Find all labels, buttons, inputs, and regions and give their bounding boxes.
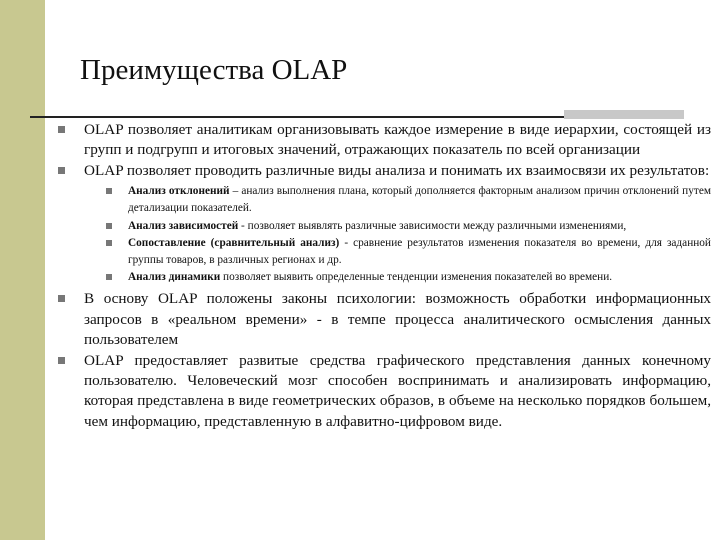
analysis-types-list xyxy=(56,183,711,286)
bullet-analysis-types xyxy=(56,161,711,181)
sub-bullet-deviation-analysis xyxy=(56,183,711,217)
bullet-text: OLAP предоставляет развитые средства графического представления данных конечному пользователю. Человеческий мозг способен воспринимать и анализировать информацию, которая представлена в виде геометрических образов, в объеме на несколько порядков большем, чем информацию, представленную в алфавитно-цифровом виде. xyxy=(84,351,711,430)
sub-bullet-term: Анализ динамики xyxy=(128,271,221,284)
square-bullet-icon xyxy=(106,188,112,194)
bullet-text: OLAP позволяет аналитикам организовывать каждое измерение в виде иерархии, состоящей из групп и подгрупп и итоговых значений, отражающих показатель по всей организации xyxy=(84,121,711,159)
sub-bullet-dependency-analysis xyxy=(56,218,711,235)
left-decorative-band xyxy=(0,0,45,540)
sub-bullet-text: - позволяет выявлять различные зависимости между различными изменениями, xyxy=(238,219,627,232)
sub-bullet-dynamics-analysis xyxy=(56,269,711,286)
slide-title: Преимущества OLAP xyxy=(80,54,348,86)
sub-bullet-term: Анализ отклонений xyxy=(128,185,230,198)
sub-bullet-term: Анализ зависимостей xyxy=(128,219,239,232)
sub-bullet-text: позволяет выявить определенные тенденции изменения показателей во времени. xyxy=(220,271,613,284)
square-bullet-icon xyxy=(58,167,65,174)
sub-bullet-text: - сравнение результатов изменения показателя во времени, для заданной группы товаров, в различных регионах и др. xyxy=(128,236,711,267)
bullet-text: В основу OLAP положены законы психологии: возможность обработки информационных запросов в «реальном времени» - в темпе процесса аналитического осмысления данных пользователем xyxy=(84,290,711,349)
bullet-graphical-representation xyxy=(56,351,711,433)
bullet-psychology-laws xyxy=(56,289,711,350)
square-bullet-icon xyxy=(58,295,65,302)
square-bullet-icon xyxy=(58,126,65,133)
title-underline xyxy=(30,116,640,118)
square-bullet-icon xyxy=(106,223,112,229)
square-bullet-icon xyxy=(106,274,112,280)
sub-bullet-text: – анализ выполнения плана, который дополняется факторным анализом причин отклонений путем детализации показателей. xyxy=(128,185,711,215)
square-bullet-icon xyxy=(58,357,65,364)
square-bullet-icon xyxy=(106,240,112,246)
title-underline-accent xyxy=(564,110,684,119)
sub-bullet-comparison xyxy=(56,235,711,269)
bullet-hierarchy xyxy=(56,120,711,161)
slide-content xyxy=(56,120,711,432)
bullet-text: OLAP позволяет проводить различные виды анализа и понимать их взаимосвязи их результатов: xyxy=(84,161,710,179)
sub-bullet-term: Сопоставление (сравнительный анализ) xyxy=(128,236,340,249)
